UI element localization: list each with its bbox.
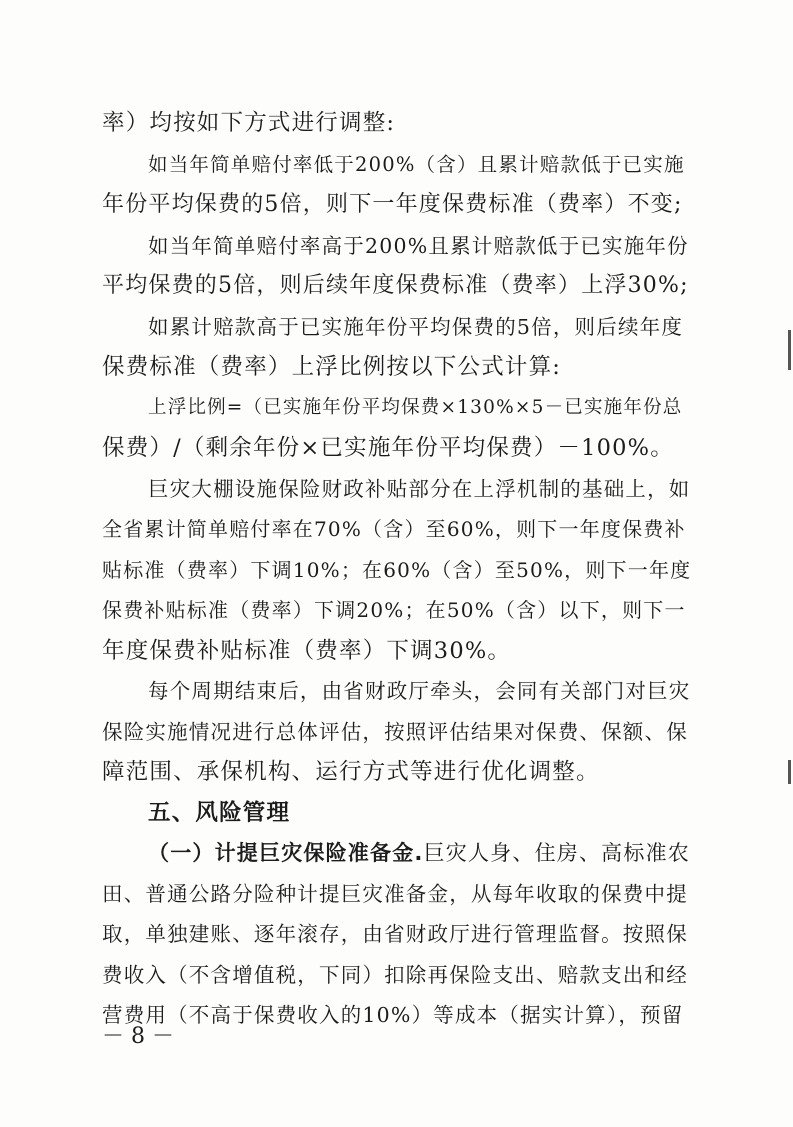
- page-number: － 8 －: [102, 1024, 174, 1049]
- text-line: 贴标准（费率）下调10%；在60%（含）至50%，则下一年度: [102, 558, 692, 582]
- text-line: 如当年简单赔付率低于200%（含）且累计赔款低于已实施: [148, 153, 685, 176]
- text-line: 巨灾大棚设施保险财政补贴部分在上浮机制的基础上，如: [148, 477, 691, 501]
- text-line: 如累计赔款高于已实施年份平均保费的5倍，则后续年度: [148, 315, 684, 339]
- text-line: 保费标准（费率）上浮比例按以下公式计算:: [102, 354, 562, 380]
- scan-edge-mark: [788, 760, 791, 784]
- subsection-title: （一）计提巨灾保险准备金.: [148, 841, 424, 865]
- subsection-line: [148, 838, 692, 868]
- scan-edge-mark: [788, 330, 791, 370]
- text-run: 巨灾人身、住房、高标准农: [423, 841, 690, 865]
- text-line: 每个周期结束后，由省财政厅牵头，会同有关部门对巨灾: [148, 679, 691, 703]
- formula-line: 保费）/（剩余年份×已实施年份平均保费）－100%。: [102, 435, 674, 461]
- text-line: 年份平均保费的5倍，则下一年度保费标准（费率）不变;: [102, 192, 683, 217]
- text-line: 全省累计简单赔付率在70%（含）至60%，则下一年度保费补: [102, 517, 686, 541]
- text-line: 年度保费补贴标准（费率）下调30%。: [102, 638, 512, 664]
- section-heading: 五、风险管理: [148, 800, 291, 826]
- text-line: 费收入（不含增值税，下同）扣除再保险支出、赔款支出和经: [102, 963, 688, 987]
- text-line: 平均保费的5倍，则后续年度保费标准（费率）上浮30%;: [102, 273, 689, 298]
- text-line: 保费补贴标准（费率）下调20%；在50%（含）以下，则下一: [102, 598, 686, 622]
- text-line: 田、普通公路分险种计提巨灾准备金，从每年收取的保费中提: [102, 882, 688, 906]
- text-line: 营费用（不高于保费收入的10%）等成本（据实计算），预留: [102, 1003, 684, 1027]
- text-line: 取，单独建账、逐年滚存，由省财政厅进行管理监督。按照保: [102, 922, 688, 946]
- formula-line: 上浮比例=（已实施年份平均保费×130%×5－已实施年份总: [148, 397, 683, 418]
- text-line: 障范围、承保机构、运行方式等进行优化调整。: [102, 759, 600, 785]
- text-line: 保险实施情况进行总体评估，按照评估结果对保费、保额、保: [102, 720, 688, 744]
- text-line: 率）均按如下方式进行调整:: [102, 110, 396, 136]
- text-line: 如当年简单赔付率高于200%且累计赔款低于已实施年份: [148, 234, 689, 258]
